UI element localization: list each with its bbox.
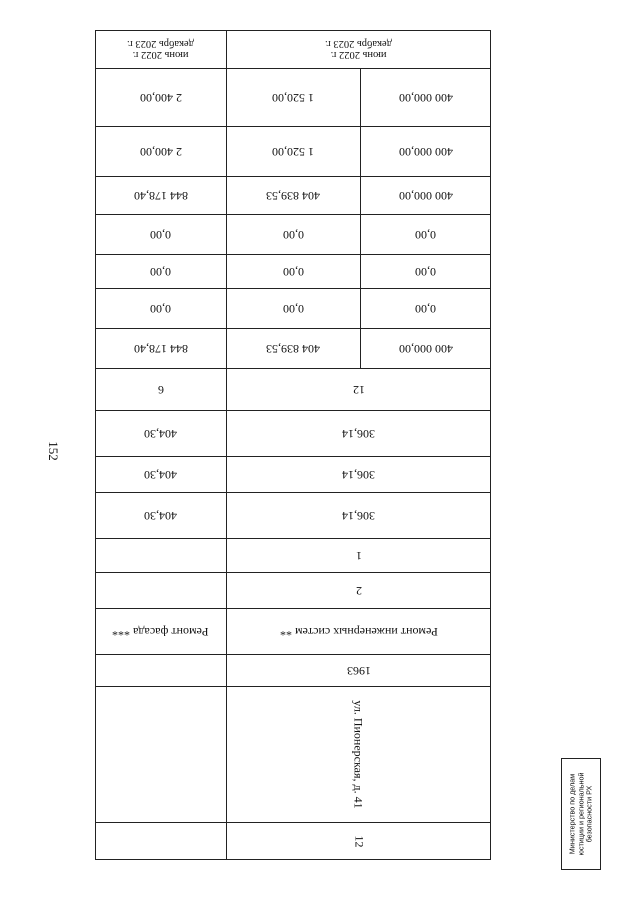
table-cell: 0,00 [150, 264, 171, 279]
header-cell-right: июнь 2022 г. декабрь 2023 г. [325, 38, 392, 60]
table-cell [95, 686, 226, 822]
address-cell: ул. Пионерская, д. 41 [351, 699, 366, 809]
table-cell: 400 000,00 [398, 144, 453, 159]
table-cell: 0,00 [150, 227, 171, 242]
table-cell: 306,14 [342, 426, 375, 441]
table-cell: 1 520,00 [272, 144, 314, 159]
table-cell [95, 572, 226, 608]
table-cell: 12 [352, 835, 366, 847]
table-cell: 306,14 [342, 508, 375, 523]
table-cell: 844 178,40 [133, 188, 188, 203]
table-cell: Ремонт инженерных систем ** [279, 624, 438, 639]
table-cell [95, 822, 226, 860]
table-cell: 400 000,00 [398, 341, 453, 356]
table-cell [95, 654, 226, 686]
stamp-text: Министерство по делам юстиции и региональной безопасности РХ [567, 772, 594, 856]
table-cell [95, 538, 226, 572]
table-cell: 0,00 [415, 301, 436, 316]
table-cell: 2 400,00 [139, 144, 182, 159]
table-cell: 12 [352, 382, 365, 397]
table-cell: 400 000,00 [398, 188, 453, 203]
table-cell: 404,30 [144, 508, 177, 523]
table-cell: 404 839,53 [266, 188, 320, 203]
rotated-table [95, 30, 491, 860]
table-cell: 0,00 [415, 227, 436, 242]
table-cell: 400 000,00 [398, 90, 453, 105]
table-cell: 0,00 [282, 227, 304, 242]
table-cell: 1 [355, 548, 362, 563]
table-cell: 1 520,00 [272, 90, 314, 105]
table-cell: 404,30 [144, 426, 177, 441]
table-cell: 6 [157, 382, 164, 397]
header-cell-left: июнь 2022 г. декабрь 2023 г. [127, 38, 194, 60]
table-cell: 2 400,00 [139, 90, 182, 105]
table-cell: 0,00 [282, 301, 304, 316]
table-cell: 306,14 [342, 467, 375, 482]
table-cell: 404,30 [144, 467, 177, 482]
ministry-stamp [561, 758, 601, 870]
table-cell: Ремонт фасада *** [112, 624, 209, 639]
table-cell: 1963 [346, 663, 371, 678]
table-cell: 0,00 [282, 264, 304, 279]
page-number: 152 [46, 441, 61, 461]
table-cell: 2 [355, 583, 362, 598]
table-cell: 0,00 [415, 264, 436, 279]
table-cell: 404 839,53 [266, 341, 320, 356]
table-cell: 0,00 [150, 301, 171, 316]
table-cell: 844 178,40 [133, 341, 188, 356]
